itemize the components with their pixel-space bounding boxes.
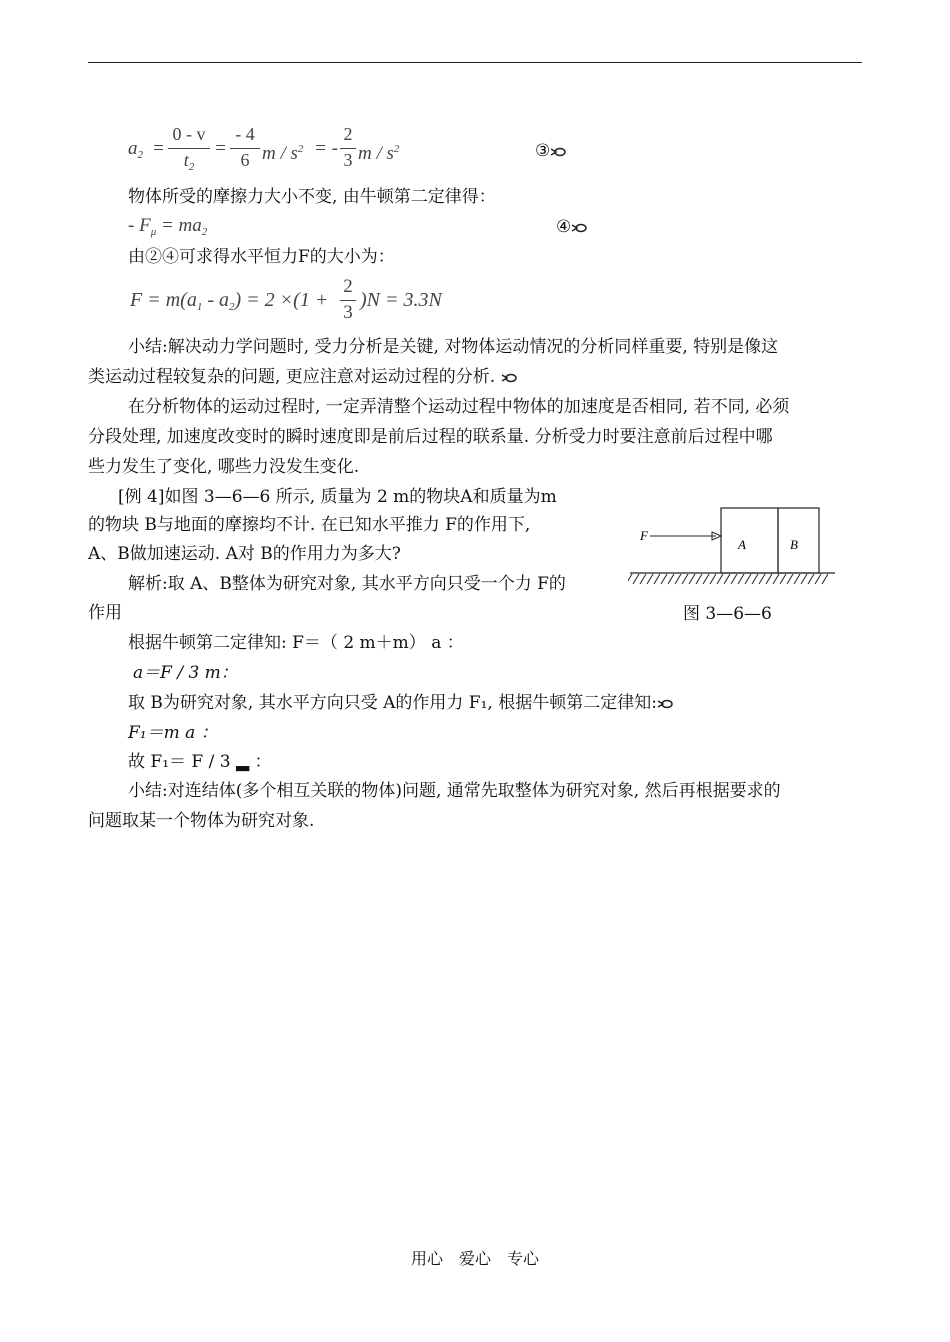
eq4-marker: ④ [556,216,587,238]
analysis-line-1: 解析:取 A、B整体为研究对象, 其水平方向只受一个力 F的 [128,574,566,594]
example4-line-2: 的物块 B与地面的摩擦均不计. 在已知水平推力 F的作用下, [88,515,531,535]
eq3-unit-1: m / $s^2$ [262,143,304,164]
hatch-mark [822,574,828,584]
step-line-5: 故 F₁＝ F / 3 ▂ ： [128,752,272,772]
step-line-1: 根据牛顿第二定律知: F＝（ 2 m＋m） a ： [128,633,464,653]
eq5-right: )N = 3.3N [360,289,442,311]
ground-hatching [628,574,828,584]
block-a-label: A [738,537,746,552]
page-footer: 用心 爱心 专心 [410,1249,539,1268]
hatch-mark [808,574,814,584]
eq5-left: $F = m(a_1 - a_2) = 2 \times(1$ + [130,289,329,313]
figure-3-6-6 [628,500,840,596]
hatch-mark [780,574,786,584]
example4-line-1: [例 4]如图 3—6—6 所示, 质量为 2 m的物块A和质量为m [118,487,557,507]
block-a [721,508,778,573]
anchor-icon [657,699,673,709]
hatch-mark [703,574,709,584]
hatch-mark [682,574,688,584]
hatch-mark [628,574,632,584]
eq3-unit-2: m / $s^2$ [358,143,400,164]
eq3-marker: ③ [535,140,566,162]
step-line-2: a＝F / 3 m： [133,663,238,683]
hatch-mark [759,574,765,584]
hatch-mark [766,574,772,584]
eq3-fraction-2: - 4 6 [230,124,260,174]
para2-line-2: 分段处理, 加速度改变时的瞬时速度即是前后过程的联系量. 分析受力时要注意前后过程中哪 [88,427,773,447]
eq3-fraction-3: 2 3 [340,124,356,174]
hatch-mark [801,574,807,584]
summary1-line-2: 类运动过程较复杂的问题, 更应注意对运动过程的分析. [88,366,517,388]
force-label: F [640,528,648,543]
hatch-mark [675,574,681,584]
hatch-mark [724,574,730,584]
hatch-mark [773,574,779,584]
hatch-mark [738,574,744,584]
hatch-mark [661,574,667,584]
header-rule [88,62,862,63]
anchor-icon [571,223,587,233]
hatch-mark [696,574,702,584]
hatch-mark [647,574,653,584]
block-b [778,508,819,573]
hatch-mark [717,574,723,584]
analysis-line-2: 作用 [88,603,122,623]
hatch-mark [745,574,751,584]
example4-line-3: A、B做加速运动. A对 B的作用力为多大? [88,544,401,564]
para2-line-1: 在分析物体的运动过程时, 一定弄清整个运动过程中物体的加速度是否相同, 若不同, 必须 [128,397,790,417]
eq3-fraction-1: 0 - v $t_2$ [168,124,210,174]
figure-caption: 图 3—6—6 [683,604,772,624]
summary2-line-1: 小结:对连结体(多个相互关联的物体)问题, 通常先取整体为研究对象, 然后再根据要求的 [128,781,781,801]
hatch-mark [815,574,821,584]
hatch-mark [640,574,646,584]
step-line-3: 取 B为研究对象, 其水平方向只受 A的作用力 F₁, 根据牛顿第二定律知: [128,692,673,714]
hatch-mark [794,574,800,584]
hatch-mark [668,574,674,584]
summary2-line-2: 问题取某一个物体为研究对象. [88,811,315,831]
hatch-mark [752,574,758,584]
text-line: 由②④可求得水平恒力F的大小为： [128,247,395,267]
hatch-mark [689,574,695,584]
hatch-mark [731,574,737,584]
eq5-fraction: 2 3 [340,276,356,326]
hatch-mark [787,574,793,584]
hatch-mark [710,574,716,584]
anchor-icon [501,373,517,383]
step-line-4: F₁＝m a ： [128,723,218,743]
eq3-lhs: $a_2$ [128,138,143,161]
hatch-mark [633,574,639,584]
hatch-mark [654,574,660,584]
summary1-line-1: 小结:解决动力学问题时, 受力分析是关键, 对物体运动情况的分析同样重要, 特别是像这 [128,337,779,357]
block-b-label: B [790,537,798,552]
text-line: 物体所受的摩擦力大小不变, 由牛顿第二定律得： [128,187,496,207]
anchor-icon [550,147,566,157]
para2-line-3: 些力发生了变化, 哪些力没发生变化. [88,457,360,477]
